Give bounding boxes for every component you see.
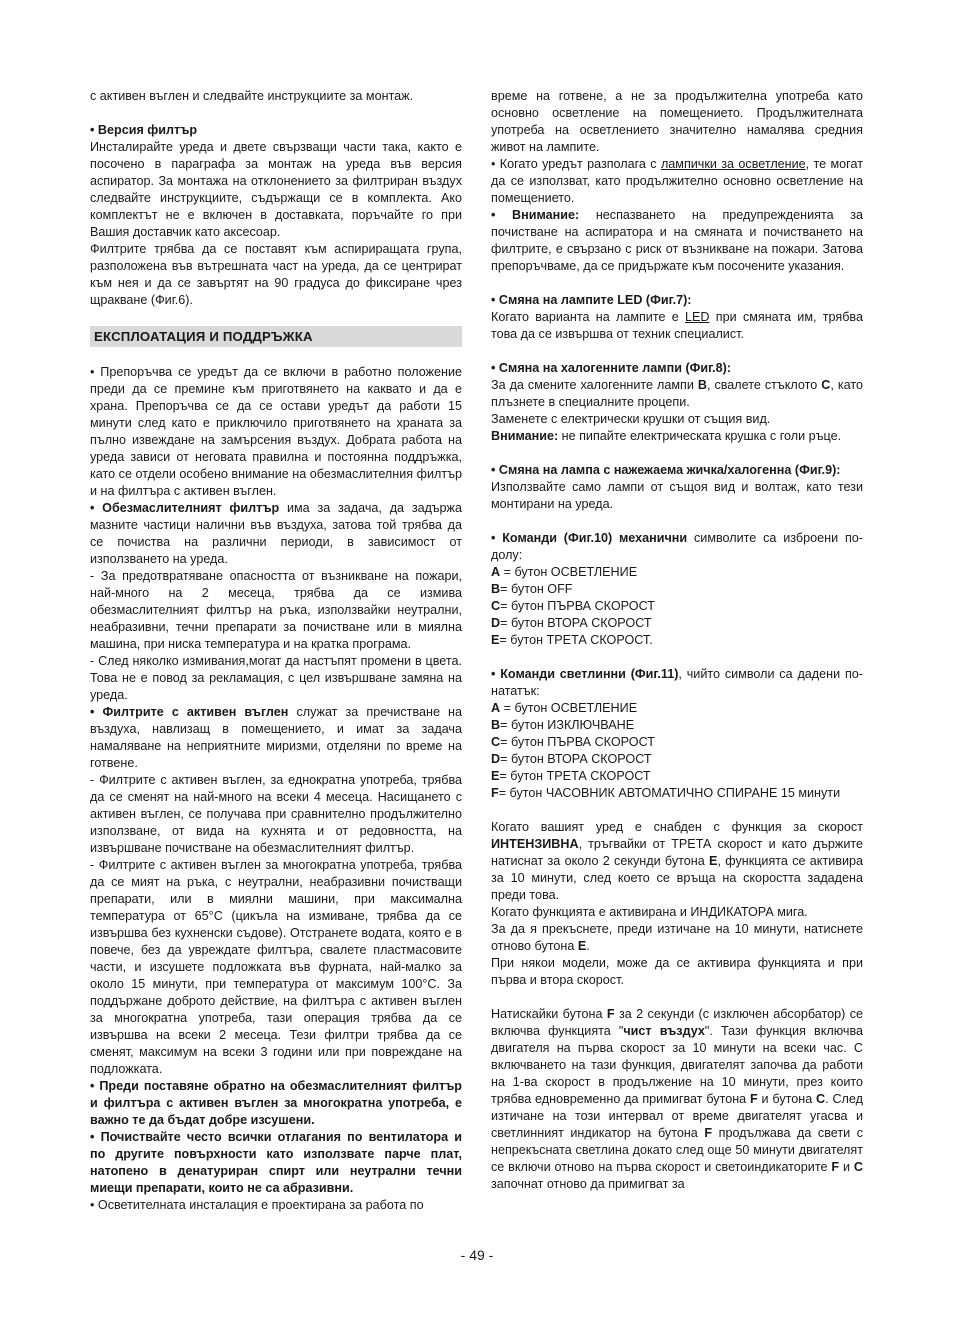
bold-text: • Команди (Фиг.10) механични [491, 531, 688, 545]
text-run: Използвайте само лампи от същоя вид и волтаж, като тези монтирани на уреда. [491, 480, 863, 511]
bold-text: Внимание: [491, 429, 559, 443]
text-run: • Когато уредът разполага с [491, 157, 661, 171]
text-run: , чийто символи са дадени по-нататък: [491, 667, 863, 698]
paragraph-r28 [491, 955, 863, 989]
text-run: продължава да свети с непрекъсната светлина докато след още 50 минути двигателят се включи отново на първа скорост и светоиндикаторите [491, 1126, 864, 1174]
bold-text: C [853, 1160, 863, 1174]
bold-text: E [491, 769, 500, 783]
text-run: символите са изброени по-долу: [491, 531, 863, 562]
text-run: Когато варианта на лампите е [491, 310, 686, 324]
bold-text: • Смяна на лампа с нажежаема жичка/халогенна (Фиг.9): [491, 463, 841, 477]
bold-text: • Смяна на халогенните лампи (Фиг.8): [491, 361, 732, 375]
paragraph-r26 [491, 904, 863, 921]
bold-text: E [491, 633, 500, 647]
text-run: ". Тази функция включва двигателя на първа скорост за 10 минути на всеки час. С включването на тази функция, двигателят започва да работи на 1-ва скорост в продължение на 10 минути, през които трябва едновременно да примигват бутона [491, 1024, 863, 1106]
bold-text: F [831, 1160, 840, 1174]
text-run: , те могат да се използват, като продължително основно осветление на помещението. [491, 157, 863, 205]
text-run: За да смените халогенните лампи [491, 378, 698, 392]
text-run: При някои модели, може да се активира функцията и при първа и втора скорост. [491, 956, 863, 987]
text-run: = бутон ТРЕТА СКОРОСТ. [499, 633, 653, 647]
text-run: • Препоръчва се уредът да се включи в работно положение преди да се премине към приготвянето на каквато и да е храна. Препоръчва се да се остави уредът да работи 15 минути след като е приключило приготвянето на храната за пълно извеждане на замърсения въздух. Добрата работа на уреда зависи от неговата правилна и постоянна поддръжка, като се отдели особено внимание на обезмаслителния филтър и на филтъра с активен въглен. [90, 365, 462, 498]
bold-text: F [606, 1007, 615, 1021]
text-run: не пипайте електрическата крушка с голи ръце. [558, 429, 842, 443]
bold-text: • Почиствайте често всички отлагания по вентилатора и по другите повърхности като използвате парче плат, натопено в денатуриран спирт или неутрални течни миещи препарати, които не са абразивни. [90, 1130, 462, 1195]
paragraph-l5 [90, 364, 462, 500]
paragraph-l11 [90, 857, 462, 1078]
bold-text: B [491, 582, 501, 596]
text-run: при смяната им, трябва това да се извършва от техник специалист. [491, 310, 863, 341]
paragraph-r18 [491, 666, 863, 700]
right-column [491, 88, 863, 1193]
bold-text: C [491, 599, 501, 613]
text-run: Инсталирайте уреда и двете свързващи части така, както е посочено в параграфа за монтаж на уреда във версия аспиратор. За монтажа на отклонението за филтриран въздух следвайте инструкциите, съдържащи се в комплекта. Ако комплектът не е включен в доставката, поръчайте го при Вашия доставчик като аксесоар. [90, 140, 462, 239]
text-run: . [586, 939, 590, 953]
paragraph-r29 [491, 1006, 863, 1193]
paragraph-r22 [491, 751, 863, 768]
text-run: = бутон ТРЕТА СКОРОСТ [499, 769, 651, 783]
paragraph-r24 [491, 785, 863, 802]
paragraph-r27 [491, 921, 863, 955]
text-run: . След изтичане на този интервал от време двигателят угасва и светлинният индикатор на бутона [491, 1092, 863, 1140]
paragraph-r14 [491, 581, 863, 598]
text-run: , тръгвайки от ТРЕТА скорост и като държите натиснат за около 2 секунди бутона [491, 837, 863, 868]
paragraph-r21 [491, 734, 863, 751]
section-heading: ЕКСПЛОАТАЦИЯ И ПОДДРЪЖКА [90, 326, 462, 347]
text-run: = бутон ОСВЕТЛЕНИЕ [500, 701, 638, 715]
paragraph-r19 [491, 700, 863, 717]
paragraph-r20 [491, 717, 863, 734]
bold-text: чист въздух [623, 1024, 705, 1038]
bold-text: B [697, 378, 707, 392]
bold-text: • Команди светлинни (Фиг.11) [491, 667, 679, 681]
paragraph-l12 [90, 1078, 462, 1129]
paragraph-l3 [90, 139, 462, 241]
paragraph-l2 [90, 122, 462, 139]
paragraph-l10 [90, 772, 462, 857]
bold-text: D [491, 752, 501, 766]
text-run: време на готвене, а не за продължителна употреба като основно осветление на помещението. Продължителната употреба на осветлението значително намалява средния живот на лампите. [491, 89, 863, 154]
paragraph-r4 [491, 292, 863, 309]
text-run: = бутон ВТОРА СКОРОСТ [500, 752, 652, 766]
text-run: - След няколко измивания,могат да настъпят промени в цвета. Това не е повод за рекламация, с цел извършване замяна на уреда. [90, 654, 462, 702]
paragraph-r23 [491, 768, 863, 785]
paragraph-l8 [90, 653, 462, 704]
bold-text: F [704, 1126, 713, 1140]
bold-text: E [577, 939, 587, 953]
paragraph-r3 [491, 207, 863, 275]
text-run: = бутон ПЪРВА СКОРОСТ [500, 599, 655, 613]
paragraph-l9 [90, 704, 462, 772]
paragraph-r6 [491, 360, 863, 377]
text-run: = бутон ЧАСОВНИК АВТОМАТИЧНО СПИРАНЕ 15 минути [498, 786, 841, 800]
underlined-text: лампички за осветление [660, 157, 806, 171]
bold-text: • Версия филтър [90, 123, 198, 137]
paragraph-r1 [491, 88, 863, 156]
text-run: Филтрите трябва да се поставят към аспириращата група, разположена във вътрешната част на уреда, да се центрират към нея и да се завъртят на 90 градуса до фиксиране чрез щракване (Фиг.6). [90, 242, 462, 307]
text-run: за 2 секунди (с изключен абсорбатор) се включва функцията " [491, 1007, 863, 1038]
text-run: неспазването на предупрежденията за почистване на аспиратора и на смяната и почистването на филтрите, е свързано с риск от възникване на пожари. Затова препоръчваме, да се придържате към посочените указания. [491, 208, 863, 273]
bold-text: • Обезмаслителният филтър [90, 501, 280, 515]
bold-text: C [491, 735, 501, 749]
paragraph-r8 [491, 411, 863, 428]
text-run: = бутон ПЪРВА СКОРОСТ [500, 735, 655, 749]
paragraph-l13 [90, 1129, 462, 1197]
text-run: , функцията се активира за 10 минути, след което се връща на скоростта зададена преди това. [491, 854, 863, 902]
text-run: - Филтрите с активен въглен за многократна употреба, трябва да се мият на ръка, с неутрални, неабразивни почистващи препарати, или в миялни машини, при максимална температура от 65°C (цикъла на измиване, трябва да се извършва без кухненски съдове). Отстранете водата, която е в повече, без да увреждате филтъра, свалете пластмасовите части, и изсушете подложката във фурната, най-малко за около 15 минути, при температура от максимум 100°C. За поддържане доброто действие, на филтъра с активен въглен за многократна употреба, тази операция трябва да се извършва на всеки 2 месеца. Тези филтри трябва да се сменят, максимум на всеки 3 години или при повреждане на подложката. [90, 858, 462, 1076]
text-run: , като плъзнете в специалните процепи. [491, 378, 863, 409]
bold-text: • Смяна на лампите LED (Фиг.7): [491, 293, 692, 307]
text-run: с активен въглен и следвайте инструкциите за монтаж. [90, 89, 414, 103]
bold-text: A [491, 565, 501, 579]
paragraph-r10 [491, 462, 863, 479]
text-run: = бутон ИЗКЛЮЧВАНЕ [500, 718, 635, 732]
paragraph-r25 [491, 819, 863, 904]
text-run: Когато вашият уред е снабден с функция за скорост [491, 820, 863, 834]
paragraph-l14 [90, 1197, 462, 1214]
paragraph-r15 [491, 598, 863, 615]
text-run: и бутона [757, 1092, 817, 1106]
page-number: - 49 - [460, 1247, 494, 1263]
underlined-text: LED [685, 310, 710, 324]
left-column [90, 88, 462, 1214]
paragraph-l1 [90, 88, 462, 105]
bold-text: ИНТЕНЗИВНА [491, 837, 579, 851]
text-run: • Осветителната инсталация е проектирана за работа по [90, 1198, 424, 1212]
bold-text: B [491, 718, 501, 732]
bold-text: C [816, 1092, 826, 1106]
text-run: - За предотвратяване опасността от възникване на пожари, най-много на 2 месеца, трябва да се измива обезмаслителният филтър на ръка, използвайки неутрални, неабразивни, течни препарати за почистване или в миялна машина, при ниска температура и на кратка програма. [90, 569, 462, 651]
paragraph-r17 [491, 632, 863, 649]
text-run: и [839, 1160, 854, 1174]
paragraph-r7 [491, 377, 863, 411]
text-run: започнат отново да примигват за [491, 1177, 685, 1191]
bold-text: C [821, 378, 831, 392]
paragraph-r16 [491, 615, 863, 632]
text-run: , свалете стъклото [706, 378, 822, 392]
text-run: = бутон ОСВЕТЛЕНИЕ [500, 565, 638, 579]
text-run: = бутон ВТОРА СКОРОСТ [500, 616, 652, 630]
text-run: Когато функцията е активирана и ИНДИКАТОРА мига. [491, 905, 808, 919]
bold-text: E [709, 854, 718, 868]
paragraph-l6 [90, 500, 462, 568]
text-run: - Филтрите с активен въглен, за еднократна употреба, трябва да се сменят на най-много на всеки 4 месеца. Насищането с активен въглен, се получава при сравнително продължително използване, от вида на кухнята и от редовността, на извършване почистване на обезмаслителният филтър. [90, 773, 462, 855]
text-run: За да я прекъснете, преди изтичане на 10 минути, натиснете отново бутона [491, 922, 863, 953]
paragraph-r5 [491, 309, 863, 343]
paragraph-r11 [491, 479, 863, 513]
text-run: Заменете с електрически крушки от същия вид. [491, 412, 771, 426]
paragraph-r12 [491, 530, 863, 564]
bold-text: • Филтрите с активен въглен [90, 705, 289, 719]
bold-text: D [491, 616, 501, 630]
paragraph-r13 [491, 564, 863, 581]
paragraph-r9 [491, 428, 863, 445]
bold-text: F [491, 786, 499, 800]
paragraph-r2 [491, 156, 863, 207]
bold-text: • Преди поставяне обратно на обезмаслителният филтър и филтъра с активен въглен за многократна употреба, е важно те да бъдат добре изсушени. [90, 1079, 462, 1127]
bold-text: F [750, 1092, 758, 1106]
text-run: има за задача, да задържа мазните частици налични във въздуха, затова той трябва да се почиства на различни периоди, в зависимост от използването на уреда. [90, 501, 462, 566]
text-run: = бутон OFF [500, 582, 573, 596]
bold-text: • Внимание: [491, 208, 580, 222]
text-run: служат за пречистване на въздуха, навлизащ в помещението, и имат за задача намаляване на неприятните миризми, отделяни по време на готвене. [90, 705, 462, 770]
bold-text: A [491, 701, 501, 715]
paragraph-l7 [90, 568, 462, 653]
text-run: Натискайки бутона [491, 1007, 607, 1021]
paragraph-l4 [90, 241, 462, 309]
